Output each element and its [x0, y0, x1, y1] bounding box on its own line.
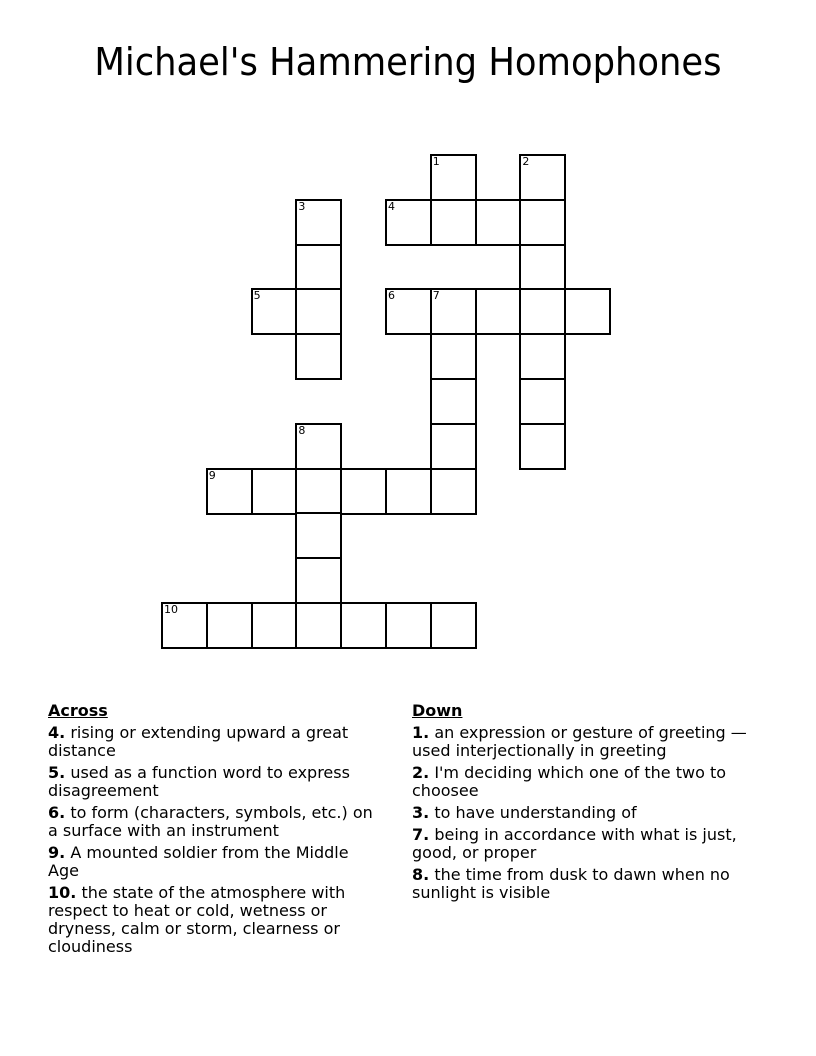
clue-text: the time from dusk to dawn when no sunlight is visible: [412, 865, 730, 902]
grid-cell[interactable]: [430, 602, 477, 649]
grid-cell[interactable]: [251, 468, 298, 515]
grid-cell[interactable]: [519, 288, 566, 335]
grid-cell[interactable]: [206, 468, 253, 515]
grid-cell[interactable]: [251, 602, 298, 649]
grid-cell[interactable]: [519, 378, 566, 425]
clue-text: A mounted soldier from the Middle Age: [48, 843, 349, 880]
across-clues: [48, 702, 378, 960]
grid-cell[interactable]: [295, 333, 342, 380]
grid-cell[interactable]: [430, 378, 477, 425]
grid-cell[interactable]: [430, 288, 477, 335]
cell-number: 3: [298, 199, 306, 213]
clue-text: I'm deciding which one of the two to choosee: [412, 763, 727, 800]
across-clue: [48, 724, 378, 760]
grid-cell[interactable]: [519, 154, 566, 201]
across-clue: [48, 804, 378, 840]
puzzle-title: Michael's Hammering Homophones: [94, 40, 722, 84]
grid-cell[interactable]: [519, 333, 566, 380]
clue-number: 2.: [412, 763, 430, 782]
clue-text: being in accordance with what is just, good, or proper: [412, 825, 737, 862]
grid-cell[interactable]: [161, 602, 208, 649]
grid-cell[interactable]: [475, 199, 522, 246]
grid-cell[interactable]: [295, 288, 342, 335]
cell-number: 6: [388, 289, 395, 303]
grid-cell[interactable]: [295, 557, 342, 604]
grid-cell[interactable]: [430, 199, 477, 246]
grid-cell[interactable]: [340, 468, 387, 515]
grid-cell[interactable]: [295, 602, 342, 649]
down-clue: [412, 804, 757, 822]
down-clue: [412, 764, 757, 800]
grid-cell[interactable]: [475, 288, 522, 335]
clue-number: 5.: [48, 763, 66, 782]
grid-cell[interactable]: [295, 244, 342, 291]
across-clue: [48, 844, 378, 880]
down-clues: [412, 702, 757, 906]
grid-cell[interactable]: [340, 602, 387, 649]
down-heading: Down: [412, 701, 463, 720]
down-clue: [412, 724, 757, 760]
clue-number: 7.: [412, 825, 430, 844]
down-clue: [412, 826, 757, 862]
grid-cell[interactable]: [564, 288, 611, 335]
grid-cell[interactable]: [295, 199, 342, 246]
grid-cell[interactable]: [251, 288, 298, 335]
cell-number: 2: [522, 155, 530, 168]
clue-text: to have understanding of: [434, 803, 637, 822]
cell-number: 7: [432, 289, 440, 303]
grid-cell[interactable]: [295, 423, 342, 470]
across-clue: [48, 884, 378, 956]
cell-number: 4: [388, 199, 395, 213]
clue-number: 8.: [412, 865, 430, 884]
clue-number: 1.: [412, 723, 430, 742]
grid-cell[interactable]: [430, 154, 477, 201]
cell-number: 1: [432, 155, 440, 168]
grid-cell[interactable]: [385, 468, 432, 515]
cell-number: 8: [298, 423, 306, 437]
grid-cell[interactable]: [519, 199, 566, 246]
clue-text: used as a function word to express disagreement: [48, 763, 350, 800]
grid-cell[interactable]: [430, 468, 477, 515]
grid-cell[interactable]: [519, 423, 566, 470]
grid-cell[interactable]: [295, 468, 342, 515]
cell-number: 5: [253, 289, 261, 303]
clue-number: 6.: [48, 803, 66, 822]
grid-cell[interactable]: [385, 602, 432, 649]
across-clue: [48, 764, 378, 800]
grid-cell[interactable]: [385, 288, 432, 335]
clue-number: 10.: [48, 883, 77, 902]
grid-cell[interactable]: [385, 199, 432, 246]
clue-text: to form (characters, symbols, etc.) on a surface with an instrument: [48, 803, 373, 840]
across-heading: Across: [48, 701, 108, 720]
clue-number: 9.: [48, 843, 66, 862]
clue-text: rising or extending upward a great distance: [48, 723, 349, 760]
clue-number: 4.: [48, 723, 66, 742]
grid-cell[interactable]: [430, 333, 477, 380]
clue-text: the state of the atmosphere with respect to heat or cold, wetness or dryness, calm or storm, clearness or cloudiness: [48, 883, 346, 956]
clue-number: 3.: [412, 803, 430, 822]
grid-cell[interactable]: [295, 512, 342, 559]
grid-cell[interactable]: [206, 602, 253, 649]
cell-number: 10: [164, 603, 178, 616]
clue-text: an expression or gesture of greeting —used interjectionally in greeting: [412, 723, 747, 760]
down-clue: [412, 866, 757, 902]
grid-cell[interactable]: [430, 423, 477, 470]
grid-cell[interactable]: [519, 244, 566, 291]
cell-number: 9: [208, 468, 216, 482]
